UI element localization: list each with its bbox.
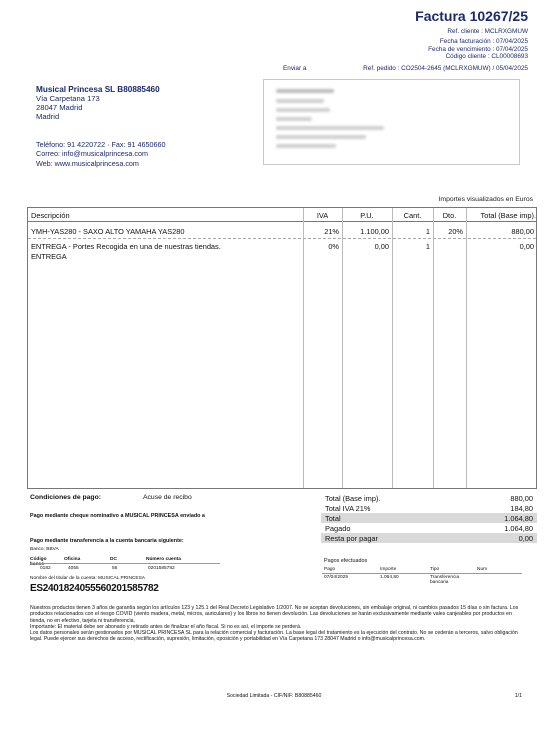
total-label: Total (325, 514, 341, 523)
redacted-line (276, 89, 334, 93)
row-separator (28, 238, 536, 239)
col-divider (433, 208, 434, 488)
row1-cant: 1 (425, 227, 430, 236)
bank-header: Código banco (30, 557, 47, 567)
total-value: 0,00 (518, 534, 533, 543)
row2-total: 0,00 (519, 242, 534, 251)
row2-pu: 0,00 (374, 242, 389, 251)
redacted-line (276, 126, 384, 130)
row2-cant: 1 (425, 242, 430, 251)
total-row (321, 513, 537, 523)
total-row (321, 523, 537, 533)
bank-value: 0201585782 (148, 566, 175, 571)
enviar-a-label: Enviar a (283, 65, 307, 72)
header-total: Total (Base imp). (480, 211, 536, 220)
row1-pu: 1.100,00 (360, 227, 389, 236)
shipping-address-box (263, 79, 520, 165)
conditions-value: Acuse de recibo (143, 494, 192, 501)
total-label: Resta por pagar (325, 534, 378, 543)
total-label: Pagado (325, 524, 351, 533)
company-street: Vía Carpetana 173 (36, 94, 100, 103)
total-row (321, 503, 537, 513)
ref-pedido: Ref. pedido : CO2504-2645 (MCLRXGMUW) / 05/04/2025 (363, 65, 528, 72)
pagos-cell: 1.064,80 (380, 575, 399, 580)
conditions-label: Condiciones de pago: (30, 494, 101, 501)
company-region: Madrid (36, 112, 60, 121)
header-pu: P.U. (360, 211, 374, 220)
fecha-vencimiento: Fecha de vencimiento : 07/04/2025 (428, 45, 528, 53)
pagos-header: Num (477, 567, 488, 572)
header-iva: IVA (316, 211, 329, 220)
total-value: 184,80 (510, 504, 533, 513)
company-email: Correo: info@musicalprincesa.com (36, 149, 148, 159)
redacted-line (276, 108, 330, 112)
totals-block (321, 493, 537, 543)
fecha-facturacion: Fecha facturación : 07/04/2025 (439, 38, 528, 45)
header-cant: Cant. (403, 211, 422, 220)
items-table (27, 207, 537, 489)
total-row (321, 533, 537, 543)
legal-paragraph: Los datos personales serán gestionados por MUSICAL PRINCESA SL para la relación comercial y facturación. La base legal del tratamiento es la ejecución del contrato. No se cederán a terceros, salvo obligación legal. Puede ejercer sus derechos de acceso, rectificación, supresión, limitación, oposición y portabilidad en Vía Carpetana 173 28047 Madrid o info@musicalprincesa.com. (30, 630, 518, 643)
pagos-cell: Transferencia bancaria (430, 575, 460, 586)
total-row (321, 493, 537, 503)
pagos-title: Pagos efectuados (324, 558, 368, 564)
page-number: 1/1 (514, 693, 522, 699)
row2-iva: 0% (328, 242, 339, 251)
row2-desc: ENTREGA - Portes Recogida en una de nuestras tiendas. (31, 242, 221, 251)
redacted-line (276, 144, 336, 148)
row1-total: 880,00 (511, 227, 534, 236)
company-contact (36, 140, 165, 168)
currency-note: Importes visualizados en Euros (438, 196, 533, 203)
pagos-cell: 07/04/2025 (324, 575, 349, 580)
pagos-divider (322, 573, 522, 574)
row1-desc: YMH-YAS280 - SAXO ALTO YAMAHA YAS280 (31, 227, 185, 236)
account-holder: Nombre del titular de la cuenta: MUSICAL PRINCESA (30, 576, 145, 581)
bank-header: DC (110, 557, 117, 562)
legal-paragraph: Importante: El material debe ser abonado y retirado antes de finalizar el año fiscal. Si no es así, el importe se perderá. (30, 623, 302, 630)
pagos-header: Importe (380, 567, 397, 572)
bank-name: Banco: BBVA (30, 547, 59, 552)
company-name: Musical Princesa SL B80885460 (36, 85, 160, 94)
row2-desc2: ENTREGA (31, 252, 67, 261)
codigo-cliente: Código cliente : CL00008693 (445, 53, 528, 60)
pagos-header: Pago (324, 567, 336, 572)
redacted-line (276, 117, 312, 121)
bank-value: 0182 (40, 566, 51, 571)
header-descripcion: Descripción (31, 211, 70, 220)
company-phone: Teléfono: 91 4220722 · Fax: 91 4650660 (36, 140, 166, 149)
ref-cliente: Ref. cliente : MCLRXGMUW (447, 28, 528, 35)
footer-cif: Sociedad Limitada - CIF/NIF: B80885460 (226, 693, 322, 699)
row1-iva: 21% (324, 227, 339, 236)
legal-paragraph: Nuestros productos tienen 3 años de garantía según los artículos 123 y 125.1 del Real Decreto Legislativo 1/2007. No se aceptan devoluciones, sin embalaje original, ni cambios pasados 15 días o sin factura. Los productos relacionados con el riesgo COVID (viento madera, metal, micros, auriculares) y los libros no tienen devolución. Las devoluciones se harán exclusivamente mediante vales canjeables por productos en tienda, no en efectivo, tarjeta ni transferencia. (30, 605, 519, 624)
bank-header: Número cuenta (146, 557, 181, 562)
total-value: 1.064,80 (504, 524, 533, 533)
bank-divider (30, 563, 220, 564)
bank-value: 56 (112, 566, 118, 571)
total-value: 880,00 (510, 494, 533, 503)
company-city: 28047 Madrid (36, 103, 83, 112)
legal-text (30, 605, 528, 643)
redacted-line (276, 99, 324, 103)
row1-dto: 20% (448, 227, 463, 236)
iban: ES2401824055560201585782 (30, 583, 159, 594)
pagos-header: Tipo (430, 567, 440, 572)
redacted-line (276, 135, 366, 139)
cheque-note: Pago mediante cheque nominativo a MUSICAL PRINCESA enviado a (30, 513, 205, 519)
total-label: Total IVA 21% (325, 504, 371, 513)
bank-header: Oficina (64, 557, 81, 562)
invoice-title: Factura 10267/25 (415, 8, 528, 24)
company-web: Web: www.musicalprincesa.com (36, 158, 139, 168)
transfer-note: Pago mediante transferencia a la cuenta bancaria siguiente: (30, 538, 184, 544)
company-block (36, 85, 160, 121)
total-value: 1.064,80 (504, 514, 533, 523)
bank-value: 4055 (68, 566, 79, 571)
total-label: Total (Base imp). (325, 494, 381, 503)
header-dto: Dto. (442, 211, 457, 220)
